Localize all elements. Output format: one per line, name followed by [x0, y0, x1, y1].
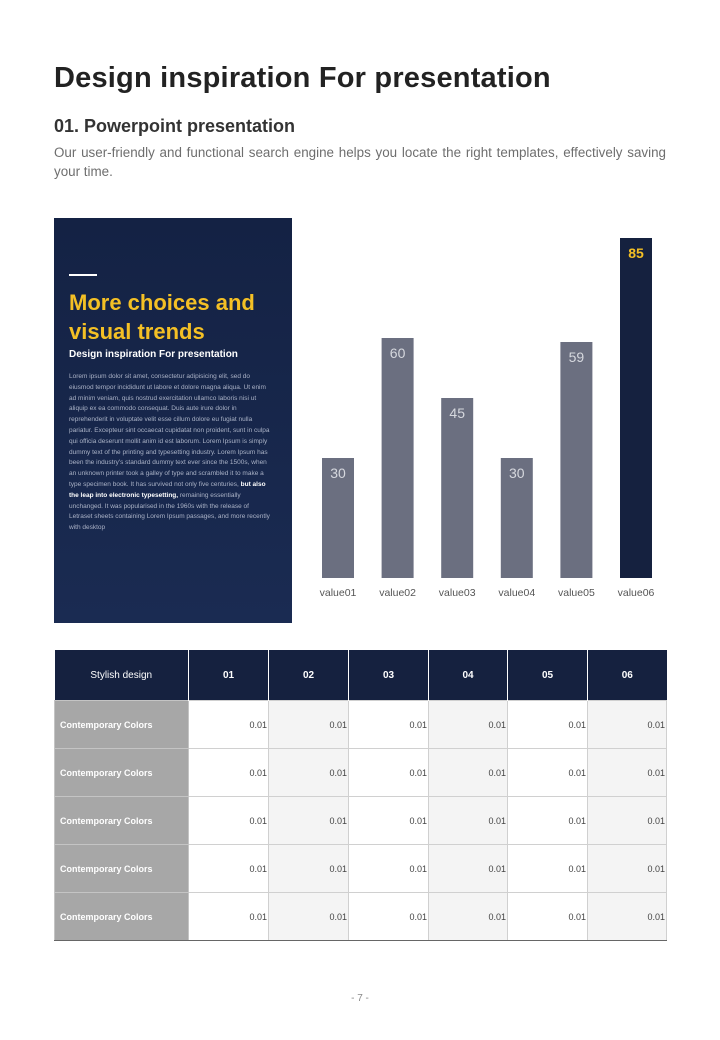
- table-cell: 0.01: [508, 701, 588, 749]
- column-header: 04: [429, 650, 508, 701]
- row-header: Contemporary Colors: [55, 701, 189, 749]
- bar-chart: [300, 228, 666, 606]
- table-cell: 0.01: [349, 797, 429, 845]
- table-cell: 0.01: [269, 845, 349, 893]
- table-cell: 0.01: [189, 845, 269, 893]
- table-cell: 0.01: [508, 893, 588, 941]
- column-header: 06: [588, 650, 667, 701]
- intro-paragraph: Our user-friendly and functional search engine helps you locate the right templates, effectively saving your time.: [54, 145, 666, 179]
- table-cell: 0.01: [588, 893, 667, 941]
- data-table: [54, 650, 667, 941]
- table-cell: 0.01: [588, 701, 667, 749]
- table-row: [55, 749, 667, 797]
- table-cell: 0.01: [429, 701, 508, 749]
- row-header: Contemporary Colors: [55, 845, 189, 893]
- table-cell: 0.01: [508, 797, 588, 845]
- table-header-row: [55, 650, 667, 701]
- table-cell: 0.01: [508, 749, 588, 797]
- table-cell: 0.01: [189, 893, 269, 941]
- table-cell: 0.01: [429, 845, 508, 893]
- table-row: [55, 797, 667, 845]
- category-label: value04: [498, 587, 536, 599]
- bar-value-label: 60: [389, 345, 406, 361]
- panel-heading: More choices and visual trends: [69, 290, 255, 344]
- table-cell: 0.01: [588, 845, 667, 893]
- panel-body-text: [69, 372, 272, 534]
- page-title: Design inspiration For presentation: [54, 62, 551, 94]
- table-cell: 0.01: [269, 797, 349, 845]
- bar-value-label: 59: [568, 349, 585, 365]
- column-header: 05: [508, 650, 588, 701]
- table-cell: 0.01: [269, 893, 349, 941]
- table-cell: 0.01: [588, 749, 667, 797]
- bar-value-label: 30: [509, 465, 525, 481]
- section-subtitle: 01. Powerpoint presentation: [54, 116, 296, 136]
- row-header: Contemporary Colors: [55, 749, 189, 797]
- table-cell: 0.01: [189, 797, 269, 845]
- bar-value-label: 30: [330, 465, 346, 481]
- panel-subheading: Design inspiration For presentation: [69, 349, 238, 360]
- column-header: 03: [349, 650, 429, 701]
- table-cell: 0.01: [349, 701, 429, 749]
- table-cell: 0.01: [429, 893, 508, 941]
- table-cell: 0.01: [189, 749, 269, 797]
- table-cell: 0.01: [588, 797, 667, 845]
- panel-body-bold: but also the leap into electronic typesetting,: [69, 480, 266, 499]
- category-label: value05: [558, 587, 595, 599]
- bar-value06: [620, 238, 652, 578]
- category-label: value01: [319, 587, 357, 599]
- bar-value02: [382, 338, 414, 578]
- column-header: 02: [269, 650, 349, 701]
- table-cell: 0.01: [429, 797, 508, 845]
- bar-value-label: 85: [628, 245, 644, 261]
- column-header: 01: [189, 650, 269, 701]
- bar-value-label: 45: [449, 405, 465, 421]
- page-number: - 7 -: [351, 993, 369, 1004]
- table-cell: 0.01: [349, 845, 429, 893]
- table-cell: 0.01: [269, 701, 349, 749]
- category-label: value03: [438, 587, 476, 599]
- table-corner-header: Stylish design: [55, 650, 189, 701]
- bar-value05: [560, 342, 592, 578]
- table-cell: 0.01: [349, 749, 429, 797]
- table-row: [55, 701, 667, 749]
- feature-panel: [54, 218, 292, 623]
- panel-body-part1: Lorem ipsum dolor sit amet, consectetur adipisicing elit, sed do eiusmod tempor incididunt ut labore et dolore magna aliqua. Ut enim ad minim veniam, quis nostrud exercitation ullamco laboris nisi ut aliquip ex ea commodo consequat. Duis aute irure dolor in reprehenderit in voluptate velit esse cillum dolore eu fugiat nulla pariatur. Excepteur sint occaecat cupidatat non proident, sunt in culpa qui officia deserunt mollit anim id est laborum. Lorem Ipsum is simply dummy text of the printing and typesetting industry. Lorem Ipsum has been the industry's standard dummy text ever since the 1500s, when an unknown printer took a galley of type and scrambled it to make a type specimen book. It has survived not only five centuries,: [69, 373, 270, 488]
- panel-divider: [69, 274, 97, 276]
- table-cell: 0.01: [349, 893, 429, 941]
- category-label: value02: [379, 587, 416, 599]
- row-header: Contemporary Colors: [55, 893, 189, 941]
- category-label: value06: [617, 587, 655, 599]
- table-row: [55, 845, 667, 893]
- table-cell: 0.01: [269, 749, 349, 797]
- table-row: [55, 893, 667, 941]
- row-header: Contemporary Colors: [55, 797, 189, 845]
- panel-body-part2: remaining essentially unchanged. It was popularised in the 1960s with the release of Letraset sheets containing Lorem Ipsum passages, and more recently with desktop: [69, 491, 270, 532]
- table-cell: 0.01: [508, 845, 588, 893]
- bar-value03: [441, 398, 473, 578]
- table-cell: 0.01: [429, 749, 508, 797]
- table-cell: 0.01: [189, 701, 269, 749]
